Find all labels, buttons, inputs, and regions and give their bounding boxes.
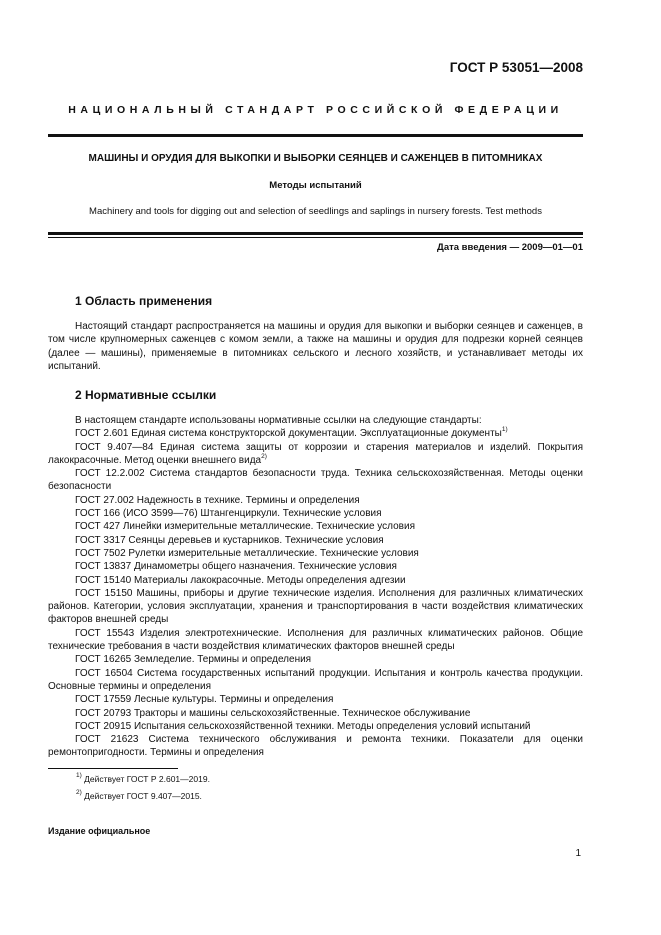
top-thick-rule — [48, 134, 583, 137]
references-intro: В настоящем стандарте использованы нормативные ссылки на следующие стандарты: — [75, 415, 482, 426]
document-subtitle: Методы испытаний — [269, 180, 362, 191]
footnote-2: $^{2)}$ Действует ГОСТ 9.407—2015. — [76, 789, 202, 801]
national-standard-heading: НАЦИОНАЛЬНЫЙ СТАНДАРТ РОССИЙСКОЙ ФЕДЕРАЦИИ — [68, 104, 563, 116]
section-1-paragraph: Настоящий стандарт распространяется на машины и орудия для выкопки и выборки сеянцев и саженцев, в том числе крупномерных саженцев с комом земли, а также на машины и орудия для подрезки корней сеянцев (далее — машины), применяемые в питомниках сельского и лесного хозяйств, и устанавливает методы их испытаний. — [48, 321, 583, 372]
document-code: ГОСТ Р 53051—2008 — [449, 60, 583, 75]
reference-item: ГОСТ 16504 Система государственных испытаний продукции. Испытания и контроль качества продукции. Основные термины и определения — [48, 667, 583, 692]
title-thick-rule — [48, 232, 583, 235]
references-list — [48, 414, 583, 760]
reference-item: ГОСТ 27.002 Надежность в технике. Термины и определения — [75, 494, 360, 506]
english-title: Machinery and tools for digging out and selection of seedlings and saplings in nursery forests. Test methods — [89, 206, 542, 217]
reference-item: ГОСТ 12.2.002 Система стандартов безопасности труда. Техника сельскохозяйственная. Методы оценки безопасности — [48, 468, 583, 493]
reference-item: ГОСТ 427 Линейки измерительные металлические. Технические условия — [75, 521, 415, 533]
reference-item: ГОСТ 3317 Сеянцы деревьев и кустарников. Технические условия — [75, 534, 384, 546]
reference-item: ГОСТ 15543 Изделия электротехнические. Исполнения для различных климатических районов. Общие технические требования в части воздействия климатических факторов внешней среды — [48, 627, 583, 653]
reference-item: ГОСТ 20793 Тракторы и машины сельскохозяйственные. Техническое обслуживание — [75, 707, 471, 719]
reference-item: ГОСТ 17559 Лесные культуры. Термины и определения — [75, 694, 334, 706]
section-2-heading: 2 Нормативные ссылки — [75, 388, 217, 402]
reference-item: ГОСТ 166 (ИСО 3599—76) Штангенциркули. Технические условия — [75, 508, 382, 520]
reference-item: ГОСТ 13837 Динамометры общего назначения. Технические условия — [75, 561, 397, 573]
page-number: 1 — [575, 848, 581, 859]
reference-item: ГОСТ 9.407—84 Единая система защиты от коррозии и старения материалов и изделий. Покрытия лакокрасочные. Метод оценки внешнего вида$^{2)}$ — [48, 441, 583, 466]
document-title: МАШИНЫ И ОРУДИЯ ДЛЯ ВЫКОПКИ И ВЫБОРКИ СЕЯНЦЕВ И САЖЕНЦЕВ В ПИТОМНИКАХ — [88, 153, 543, 164]
reference-item: ГОСТ 2.601 Единая система конструкторской документации. Эксплуатационные документы$^{1)}$ — [75, 426, 508, 440]
official-edition-label: Издание официальное — [48, 826, 151, 836]
title-thin-rule — [48, 237, 583, 238]
section-1-heading: 1 Область применения — [75, 294, 213, 308]
footnote-separator — [48, 768, 178, 769]
reference-item: ГОСТ 20915 Испытания сельскохозяйственной техники. Методы определения условий испытаний — [75, 720, 531, 732]
reference-item: ГОСТ 15140 Материалы лакокрасочные. Методы определения адгезии — [75, 574, 406, 586]
reference-item: ГОСТ 15150 Машины, приборы и другие технические изделия. Исполнения для различных климатических районов. Категории, условия эксплуатации, хранения и транспортирования в части воздействия климатических факторов внешней среды — [48, 587, 583, 626]
introduction-date: Дата введения — 2009—01—01 — [437, 242, 583, 253]
footnote-1: $^{1)}$ Действует ГОСТ Р 2.601—2019. — [76, 772, 210, 784]
footnote-reference: 2) — [261, 452, 267, 460]
footnote-reference: 1) — [501, 426, 508, 434]
reference-item: ГОСТ 16265 Земледелие. Термины и определения — [75, 654, 312, 666]
reference-item: ГОСТ 21623 Система технического обслуживания и ремонта техники. Показатели для оценки ремонтопригодности. Термины и определения — [48, 734, 583, 759]
section-1-body — [48, 320, 583, 373]
reference-item: ГОСТ 7502 Рулетки измерительные металлические. Технические условия — [75, 547, 419, 559]
